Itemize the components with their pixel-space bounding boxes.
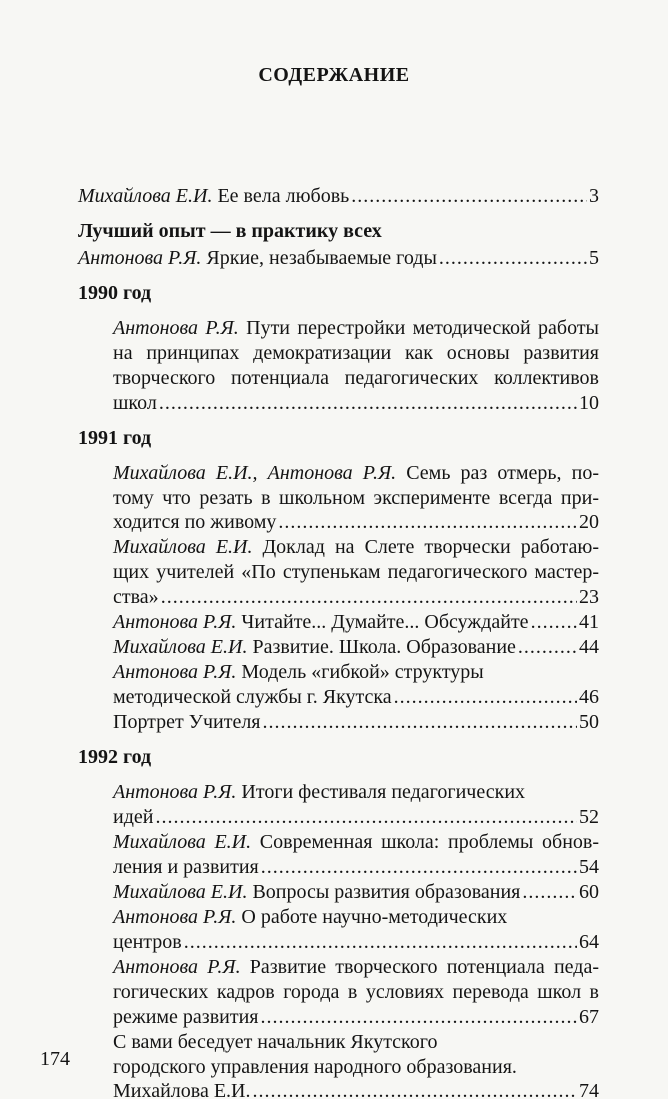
toc-entry [113,855,599,879]
dot-leader [351,184,587,208]
dot-leader [261,855,577,879]
entry-page: 41 [579,611,599,633]
entry-line [113,535,599,559]
entry-page: 20 [579,511,599,533]
entry-line: ства» [113,586,159,608]
entry-line: гогических кадров города в условиях перевода школ в [113,981,599,1003]
entry-page: 44 [579,636,599,658]
entry-title: Итоги фестиваля педагогических [241,781,526,803]
toc-entry [113,510,599,534]
page-number: 174 [40,1048,70,1070]
entry-title: Ее вела любовь [217,185,350,207]
toc-entry [113,685,599,709]
dot-leader [261,1005,578,1029]
entry-author: Антонова Р.Я. [113,781,237,803]
toc-entry [113,391,599,415]
dot-leader [263,710,578,734]
entry-page: 74 [579,1080,599,1099]
entry-page: 23 [579,586,599,608]
year-heading-1992: 1992 год [78,746,152,768]
entry-page: 50 [579,711,599,733]
entry-title: Пути перестройки методической работы [246,317,599,339]
dot-leader [184,930,577,954]
toc-entry [113,710,599,734]
toc-entry [113,1079,599,1099]
entry-author: Михайлова Е.И. [113,831,252,853]
entry-author: Антонова Р.Я. [113,956,241,978]
entry-line: городского управления народного образования. [113,1056,517,1078]
dot-leader [253,1079,578,1099]
entry-page: 64 [579,931,599,953]
dot-leader [278,510,577,534]
entry-line: С вами беседует начальник Якутского [113,1031,438,1053]
dot-leader [439,246,587,270]
entry-author: Антонова Р.Я. [113,611,237,633]
entry-line: режиме развития [113,1006,259,1028]
entry-line: ходится по живому [113,511,277,533]
dot-leader [394,685,577,709]
entry-title: Развитие. Школа. Образование [252,636,516,658]
toc-entry [78,184,599,208]
entry-line [113,461,599,485]
toc-entry [113,1005,599,1029]
entry-line [113,316,599,340]
entry-page: 67 [579,1006,599,1028]
entry-page: 10 [579,392,599,414]
entry-line: щих учителей «По ступенькам педагогического мастер- [113,561,599,583]
toc-entry [113,805,599,829]
entry-page: 5 [589,247,599,269]
entry-line [113,905,507,929]
year-heading-1991: 1991 год [78,427,152,449]
entry-author: Михайлова Е.И., Антонова Р.Я. [113,462,397,484]
entry-line: Михайлова Е.И. [113,1080,251,1099]
entry-line: центров [113,931,182,953]
entry-line [113,780,525,804]
toc-entry [113,635,599,659]
entry-page: 46 [579,686,599,708]
entry-author: Михайлова Е.И. [78,185,213,207]
entry-line: творческого потенциала педагогических коллективов [113,367,599,389]
toc-entry [78,246,599,270]
entry-title: Развитие творческого потенциала педа- [249,956,599,978]
entry-page: 3 [589,185,599,207]
toc-entry [113,930,599,954]
section-heading: Лучший опыт — в практику всех [78,220,382,242]
entry-title: Модель «гибкой» структуры [241,661,484,683]
entry-page: 52 [579,806,599,828]
entry-title: Семь раз отмерь, по- [406,462,599,484]
entry-author: Михайлова Е.И. [113,881,248,903]
entry-title: Вопросы развития образования [252,881,521,903]
entry-line: на принципах демократизации как основы развития [113,342,599,364]
entry-line: школ [113,392,157,414]
entry-title: Современная школа: проблемы обнов- [259,831,600,853]
dot-leader [159,391,577,415]
dot-leader [161,585,577,609]
dot-leader [518,635,577,659]
dot-leader [531,610,577,634]
entry-page: 54 [579,856,599,878]
entry-author: Михайлова Е.И. [113,536,253,558]
entry-author: Антонова Р.Я. [113,317,239,339]
entry-author: Антонова Р.Я. [78,247,202,269]
entry-line [113,660,484,684]
entry-title: Доклад на Слете творчески работаю- [262,536,599,558]
toc-entry [113,610,599,634]
entry-author: Антонова Р.Я. [113,906,237,928]
entry-line: тому что резать в школьном эксперименте всегда при- [113,487,599,509]
page-title: СОДЕРЖАНИЕ [258,64,410,86]
entry-author: Антонова Р.Я. [113,661,237,683]
entry-page: 60 [579,881,599,903]
entry-author: Михайлова Е.И. [113,636,248,658]
entry-title: О работе научно-методических [241,906,508,928]
entry-line [113,955,599,979]
toc-entry [113,585,599,609]
entry-line [113,830,599,854]
dot-leader [522,880,577,904]
toc-entry [113,880,599,904]
entry-line: идей [113,806,154,828]
entry-title: Яркие, незабываемые годы [206,247,437,269]
entry-title: Портрет Учителя [113,711,261,733]
entry-title: Читайте... Думайте... Обсуждайте [241,611,529,633]
dot-leader [155,805,577,829]
entry-line: ления и развития [113,856,259,878]
year-heading-1990: 1990 год [78,282,152,304]
entry-line: методической службы г. Якутска [113,686,392,708]
